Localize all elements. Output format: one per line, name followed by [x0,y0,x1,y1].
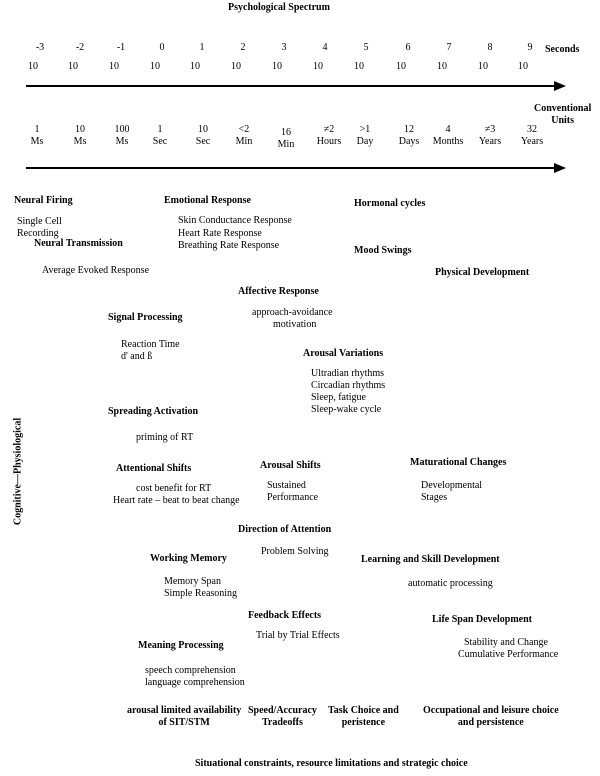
unit-label [512,124,552,148]
diagram-title: Psychological Spectrum [228,2,330,13]
heart-rate-response-text: Heart Rate Response [178,228,262,239]
unit-name: Ms [30,136,44,147]
base-ten-text: 10 [190,61,200,72]
conventional-units-axis-arrow [26,162,566,174]
unit-name: Min [277,139,295,150]
skin-conductance-text: Skin Conductance Response [178,215,292,226]
exponent-text: 8 [487,42,493,53]
base-ten-text: 10 [272,61,282,72]
power-of-ten-label [396,42,420,72]
unit-label [102,124,142,148]
speed-accuracy-line1: Speed/Accuracy [248,705,317,716]
exponent-text: 1 [199,42,205,53]
meaning-processing-heading: Meaning Processing [138,640,224,651]
base-ten-text: 10 [396,61,406,72]
occupational-heading [423,705,559,729]
unit-value: 1 [34,124,40,135]
base-ten-text: 10 [478,61,488,72]
neural-firing-heading: Neural Firing [14,195,73,206]
unit-name: Years [520,136,544,147]
unit-name: Sec [195,136,211,147]
stability-change-text: Stability and Change [464,637,548,648]
spreading-activation-heading: Spreading Activation [108,406,199,417]
unit-label [309,124,349,148]
exponent-text: 7 [446,42,452,53]
arousal-limited-heading [127,705,241,729]
unit-label [470,124,510,148]
speed-accuracy-line2: Tradeoffs [261,717,303,728]
exponent-text: 3 [281,42,287,53]
base-ten-text: 10 [28,61,38,72]
occupational-line1: Occupational and leisure choice [423,705,559,716]
maturational-changes-heading: Maturational Changes [410,457,507,468]
exponent-text: 0 [159,42,165,53]
language-comprehension-text: language comprehension [145,677,245,688]
reaction-time-text: Reaction Time [121,339,180,350]
base-ten-text: 10 [437,61,447,72]
exponent-text: 5 [363,42,369,53]
ultradian-text: Ultradian rhythms [311,368,385,379]
unit-value: 100 [114,124,130,135]
unit-value: >1 [359,124,371,135]
signal-processing-heading: Signal Processing [108,312,183,323]
attentional-shifts-heading: Attentional Shifts [116,463,192,474]
unit-label [389,124,429,148]
unit-name: Sec [152,136,168,147]
unit-value: <2 [238,124,250,135]
unit-label [60,124,100,148]
unit-name: Ms [115,136,129,147]
power-of-ten-label [28,42,52,72]
speech-comprehension-text: speech comprehension [145,665,236,676]
seconds-axis-label: Seconds [545,44,580,55]
unit-value: 12 [404,124,414,135]
base-ten-text: 10 [231,61,241,72]
unit-name: Years [478,136,502,147]
exponent-text: -2 [75,42,85,53]
unit-name: Day [356,136,374,147]
sleep-wake-text: Sleep-wake cycle [311,404,382,415]
base-ten-text: 10 [68,61,78,72]
unit-label [345,124,385,148]
memory-span-text: Memory Span [164,576,221,587]
cumulative-performance-text: Cumulative Performance [458,649,559,660]
conventional-units-line2: Units [551,115,575,126]
working-memory-heading: Working Memory [150,553,227,564]
priming-text: priming of RT [136,432,194,443]
unit-name: Hours [316,136,342,147]
mood-swings-heading: Mood Swings [354,245,412,256]
unit-label [17,124,57,148]
base-ten-text: 10 [109,61,119,72]
motivation-text: motivation [273,319,317,330]
unit-name: Months [432,136,464,147]
hormonal-cycles-heading: Hormonal cycles [354,198,426,209]
problem-solving-text: Problem Solving [261,546,329,557]
emotional-response-heading: Emotional Response [164,195,251,206]
occupational-line2: and persistence [457,717,524,728]
exponent-text: -1 [116,42,126,53]
exponent-text: 4 [322,42,328,53]
arousal-variations-heading: Arousal Variations [303,348,384,359]
unit-label [428,124,468,148]
unit-value: 1 [157,124,163,135]
direction-of-attention-heading: Direction of Attention [238,524,332,535]
situational-constraints-heading: Situational constraints, resource limitations and strategic choice [195,758,468,769]
trial-by-trial-text: Trial by Trial Effects [256,630,340,641]
learning-skill-heading: Learning and Skill Development [361,554,500,565]
unit-value: 10 [75,124,85,135]
simple-reasoning-text: Simple Reasoning [164,588,238,599]
power-of-ten-label [150,42,174,72]
power-of-ten-label [478,42,502,72]
unit-value: 32 [527,124,537,135]
feedback-effects-heading: Feedback Effects [248,610,322,621]
arousal-limited-line1: arousal limited availability [127,705,242,716]
automatic-processing-text: automatic processing [408,578,493,589]
exponent-text: 2 [240,42,246,53]
power-of-ten-label [68,42,92,72]
conventional-units-line1: Conventional [534,103,592,114]
power-of-ten-label [437,42,461,72]
life-span-heading: Life Span Development [432,614,532,625]
performance-text: Performance [267,492,319,503]
cognitive-physiological-label: Cognitive—Physiological [12,417,24,526]
developmental-text: Developmental [421,480,483,491]
exponent-text: -3 [35,42,45,53]
power-of-ten-label [109,42,133,72]
task-choice-line2: peristence [341,717,386,728]
base-ten-text: 10 [150,61,160,72]
exponent-text: 6 [405,42,411,53]
power-of-ten-label [231,42,255,72]
unit-value: 16 [281,127,291,138]
speed-accuracy-heading [248,705,317,729]
sleep-fatigue-text: Sleep, fatigue [311,392,366,403]
power-of-ten-label [190,42,214,72]
unit-name: Days [398,136,420,147]
d-prime-text: d' and ß [121,351,153,362]
cost-benefit-text: cost benefit for RT [136,483,212,494]
neural-transmission-heading: Neural Transmission [34,238,123,249]
unit-label [224,124,264,148]
unit-label [183,124,223,148]
unit-value: ≠3 [484,124,496,135]
task-choice-heading [328,705,399,729]
base-ten-text: 10 [313,61,323,72]
power-of-ten-label [313,42,337,72]
unit-value: ≠2 [323,124,335,135]
breathing-rate-text: Breathing Rate Response [178,240,280,251]
unit-value: 4 [445,124,451,135]
power-of-ten-label [272,42,296,72]
heart-rate-beat-text: Heart rate – beat to beat change [113,495,240,506]
affective-response-heading: Affective Response [238,286,319,297]
unit-label [266,127,306,151]
power-of-ten-label [518,42,542,72]
arousal-shifts-heading: Arousal Shifts [260,460,321,471]
approach-avoidance-text: approach-avoidance [252,307,333,318]
sustained-text: Sustained [267,480,306,491]
task-choice-line1: Task Choice and [328,705,399,716]
base-ten-text: 10 [518,61,528,72]
exponent-text: 9 [527,42,533,53]
stages-text: Stages [421,492,448,503]
base-ten-text: 10 [354,61,364,72]
recording-text: Recording [17,228,59,239]
circadian-text: Circadian rhythms [311,380,386,391]
single-cell-text: Single Cell [17,216,62,227]
arousal-limited-line2: of SIT/STM [158,717,210,728]
unit-name: Min [235,136,253,147]
average-evoked-text: Average Evoked Response [42,265,150,276]
physical-development-heading: Physical Development [435,267,530,278]
unit-name: Ms [73,136,87,147]
power-of-ten-label [354,42,378,72]
unit-label [140,124,180,148]
unit-value: 10 [198,124,208,135]
seconds-axis-arrow [26,80,566,92]
